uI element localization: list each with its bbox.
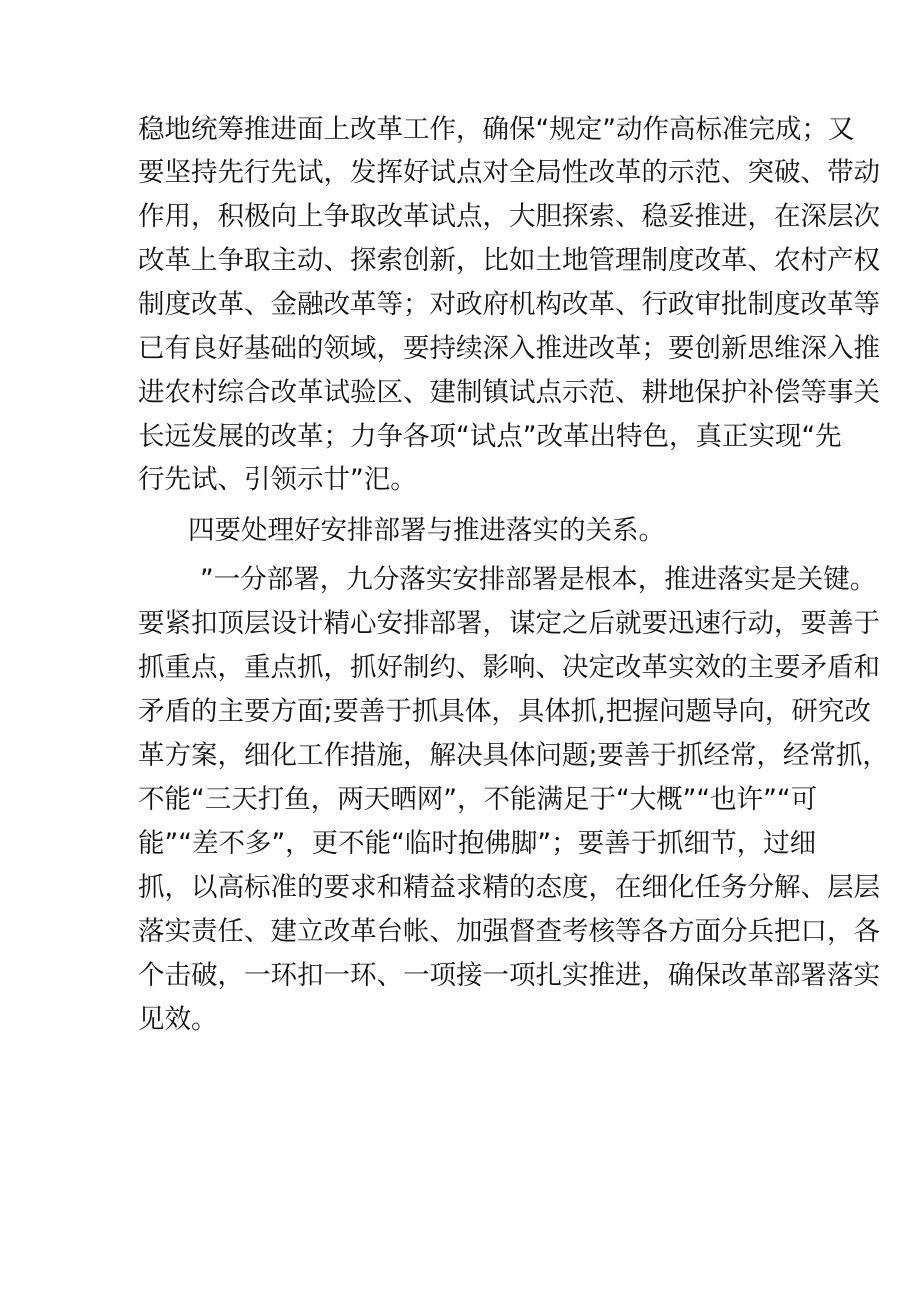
text-line-14: 矛盾的主要方面;要善于抓具体，具体抓,把握问题导向，研究改 [138,696,871,727]
text-line-6: 已有良好基础的领域，要持续深入推进改革；要创新思维深入推 [138,333,880,364]
text-line-18: 抓，以高标准的要求和精益求精的态度，在细化任务分解、层层 [138,872,880,903]
text-line-9: 行先试、引领示廿”汜。 [138,464,417,495]
text-line-2: 要坚持先行先试，发挥好试点对全局性改革的示范、突破、带动 [138,157,880,188]
text-line-7: 进农村综合改革试验区、建制镇试点示范、耕地保护补偿等事关 [138,377,880,408]
text-line-16: 不能“三天打鱼，两天晒网”，不能满足于“大概”“也许”“可 [138,784,818,815]
text-line-3: 作用，积极向上争取改革试点，大胆探索、稳妥推进，在深层次 [138,201,880,232]
text-line-4: 改革上争取主动、探索创新，比如土地管理制度改革、农村产权 [138,245,880,276]
text-line-20: 个击破，一环扣一环、一项接一项扎实推进，确保改革部署落实 [138,960,880,991]
text-line-19: 落实责任、建立改革台帐、加强督查考核等各方面分兵把口，各 [138,916,880,947]
text-line-8: 长远发展的改革；力争各项“试点”改革出特色，真正实现“先 [138,421,842,452]
text-line-21: 见效。 [138,1004,218,1035]
text-line-13: 抓重点，重点抓，抓好制约、影响、决定改革实效的主要矛盾和 [138,652,880,683]
text-line-1: 稳地统筹推进面上改革工作，确保“规定”动作高标准完成；又 [138,114,855,145]
text-line-17: 能”“差不多”，更不能“临时抱佛脚”；要善于抓细节，过细 [138,828,817,859]
text-line-15: 革方案，细化工作措施，解决具体问题;要善于抓经常，经常抓， [138,740,889,771]
text-line-11: ”一分部署，九分落实安排部署是根本，推进落实是关键。 [200,564,877,595]
text-line-12: 要紧扣顶层设计精心安排部署，谋定之后就要迅速行动，要善于 [138,608,880,639]
section-heading: 四要处理好安排部署与推进落实的关系。 [188,515,665,546]
text-line-5: 制度改革、金融改革等；对政府机构改革、行政审批制度改革等 [138,289,880,320]
